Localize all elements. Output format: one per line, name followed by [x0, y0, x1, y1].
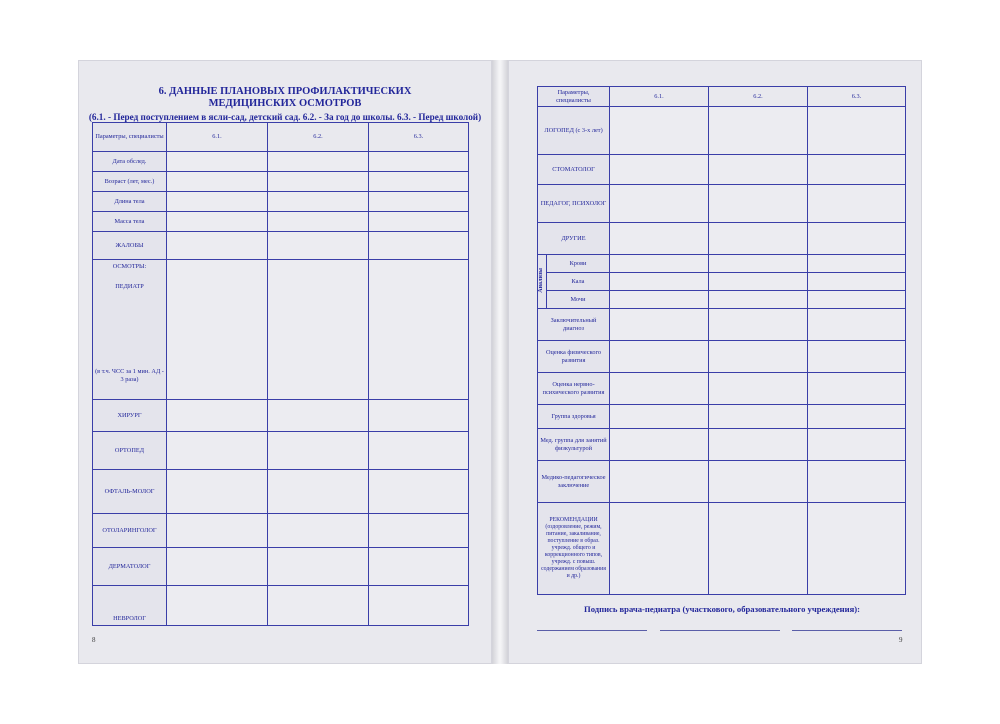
row-label-ent: ОТОЛАРИНГОЛОГ [93, 514, 167, 548]
cell[interactable] [369, 212, 469, 232]
row-label-pedagog: ПЕДАГОГ, ПСИХОЛОГ [538, 185, 610, 223]
cell[interactable] [268, 586, 369, 626]
cell[interactable] [808, 223, 906, 255]
cell[interactable] [167, 212, 268, 232]
cell[interactable] [167, 152, 268, 172]
cell[interactable] [808, 107, 906, 155]
row-label-stool: Кала [547, 273, 610, 291]
cell[interactable] [808, 405, 906, 429]
cell[interactable] [709, 155, 808, 185]
pediatrician-signature-label: Подпись врача-педиатра (участкового, образовательного учреждения): [584, 604, 860, 614]
right-exam-table [537, 86, 906, 595]
cell[interactable] [268, 172, 369, 192]
cell[interactable] [369, 432, 469, 470]
cell[interactable] [369, 232, 469, 260]
cell[interactable] [167, 514, 268, 548]
cell[interactable] [808, 273, 906, 291]
header-col-6-1: 6.1. [167, 123, 268, 152]
cell[interactable] [369, 172, 469, 192]
cell[interactable] [808, 309, 906, 341]
row-label-age: Возраст (лет, мес.) [93, 172, 167, 192]
cell[interactable] [709, 223, 808, 255]
row-label-pediatrician-group [93, 260, 167, 400]
cell[interactable] [268, 232, 369, 260]
cell[interactable] [167, 432, 268, 470]
row-label-neurologist: НЕВРОЛОГ [93, 586, 167, 626]
row-label-phys-development: Оценка физического развития [538, 341, 610, 373]
row-label-logoped: ЛОГОПЕД (с 3-х лет) [538, 107, 610, 155]
cell[interactable] [167, 232, 268, 260]
header-param-cell: Параметры, специалисты [538, 87, 610, 107]
cell[interactable] [268, 260, 369, 400]
row-label-complaints: ЖАЛОБЫ [93, 232, 167, 260]
cell[interactable] [268, 514, 369, 548]
cell[interactable] [167, 548, 268, 586]
cell[interactable] [808, 341, 906, 373]
cell[interactable] [709, 309, 808, 341]
book-gutter [492, 60, 508, 664]
cell[interactable] [709, 273, 808, 291]
header-col-6-1: 6.1. [610, 87, 709, 107]
analyses-group-cell [538, 255, 547, 309]
cell[interactable] [369, 548, 469, 586]
cell[interactable] [268, 470, 369, 514]
row-label-length: Длина тела [93, 192, 167, 212]
analyses-label: Анализы [538, 267, 545, 293]
cell[interactable] [268, 152, 369, 172]
cell[interactable] [808, 255, 906, 273]
cell[interactable] [610, 373, 709, 405]
row-label-med-group: Мед. группа для занятий физкультурой [538, 429, 610, 461]
cell[interactable] [610, 341, 709, 373]
row-label-health-group: Группа здоровья [538, 405, 610, 429]
pediatrician-label: ПЕДИАТР [115, 282, 144, 290]
cell[interactable] [610, 273, 709, 291]
header-param-cell: Параметры, специалисты [93, 123, 167, 152]
left-page-number: 8 [92, 636, 96, 644]
cell[interactable] [808, 429, 906, 461]
cell[interactable] [268, 432, 369, 470]
cell[interactable] [369, 470, 469, 514]
cell[interactable] [167, 586, 268, 626]
row-label-orthoped: ОРТОПЕД [93, 432, 167, 470]
cell[interactable] [610, 503, 709, 595]
cell[interactable] [268, 400, 369, 432]
header-col-6-2: 6.2. [268, 123, 369, 152]
cell[interactable] [808, 503, 906, 595]
cell[interactable] [167, 400, 268, 432]
cell[interactable] [709, 405, 808, 429]
cell[interactable] [268, 548, 369, 586]
cell[interactable] [167, 470, 268, 514]
cell[interactable] [709, 107, 808, 155]
cell[interactable] [709, 255, 808, 273]
signature-line-1[interactable] [537, 630, 647, 631]
cell[interactable] [369, 152, 469, 172]
exams-label: ОСМОТРЫ: [112, 263, 147, 270]
cell[interactable] [369, 400, 469, 432]
cell[interactable] [268, 212, 369, 232]
cell[interactable] [610, 185, 709, 223]
row-label-dentist: СТОМАТОЛОГ [538, 155, 610, 185]
row-label-date: Дата обслед. [93, 152, 167, 172]
cell[interactable] [610, 155, 709, 185]
row-label-surgeon: ХИРУРГ [93, 400, 167, 432]
cell[interactable] [808, 185, 906, 223]
cell[interactable] [610, 461, 709, 503]
cell[interactable] [610, 107, 709, 155]
cell[interactable] [808, 155, 906, 185]
cell[interactable] [167, 192, 268, 212]
header-col-6-2: 6.2. [709, 87, 808, 107]
cell[interactable] [610, 405, 709, 429]
row-label-mass: Масса тела [93, 212, 167, 232]
title-line-2: МЕДИЦИНСКИХ ОСМОТРОВ [208, 98, 362, 109]
cell[interactable] [610, 255, 709, 273]
cell[interactable] [808, 373, 906, 405]
left-title [90, 86, 480, 110]
cell[interactable] [709, 341, 808, 373]
header-col-6-3: 6.3. [369, 123, 469, 152]
left-exam-table [92, 122, 469, 626]
row-label-blood: Крови [547, 255, 610, 273]
cell[interactable] [610, 223, 709, 255]
signature-line-3[interactable] [792, 630, 902, 631]
cell[interactable] [709, 373, 808, 405]
cell[interactable] [709, 503, 808, 595]
cell[interactable] [610, 309, 709, 341]
cell[interactable] [709, 291, 808, 309]
row-label-others: ДРУГИЕ [538, 223, 610, 255]
right-page-number: 9 [899, 636, 903, 644]
cell[interactable] [709, 461, 808, 503]
cell[interactable] [610, 429, 709, 461]
cell[interactable] [610, 291, 709, 309]
row-label-recommendations: РЕКОМЕНДАЦИИ (оздоровление, режим, питание, закаливание, поступление в образ. учрежд. общего и коррекционного типов, учрежд. с повыш. содержанием образования и др.) [538, 503, 610, 595]
cell[interactable] [369, 192, 469, 212]
cell[interactable] [369, 586, 469, 626]
cell[interactable] [167, 260, 268, 400]
cell[interactable] [808, 291, 906, 309]
cell[interactable] [167, 172, 268, 192]
row-label-ophthalmologist: ОФТАЛЬ-МОЛОГ [93, 470, 167, 514]
cell[interactable] [709, 429, 808, 461]
cell[interactable] [808, 461, 906, 503]
signature-line-2[interactable] [660, 630, 780, 631]
cell[interactable] [369, 514, 469, 548]
hr-note-label: (в т.ч. ЧСС за 1 мин. АД - 3 раза) [95, 368, 164, 383]
title-line-1: 6. ДАННЫЕ ПЛАНОВЫХ ПРОФИЛАКТИЧЕСКИХ [158, 86, 412, 97]
cell[interactable] [369, 260, 469, 400]
header-col-6-3: 6.3. [808, 87, 906, 107]
row-label-med-ped-conclusion: Медико-педагогическое заключение [538, 461, 610, 503]
cell[interactable] [709, 185, 808, 223]
row-label-urine: Мочи [547, 291, 610, 309]
row-label-final-diagnosis: Заключительный диагноз [538, 309, 610, 341]
row-label-neuro-development: Оценка нервно-психического развития [538, 373, 610, 405]
cell[interactable] [268, 192, 369, 212]
row-label-dermatologist: ДЕРМАТОЛОГ [93, 548, 167, 586]
left-subtitle: (6.1. - Перед поступлением в ясли-сад, детский сад. 6.2. - За год до школы. 6.3. - Перед школой) [88, 112, 482, 122]
